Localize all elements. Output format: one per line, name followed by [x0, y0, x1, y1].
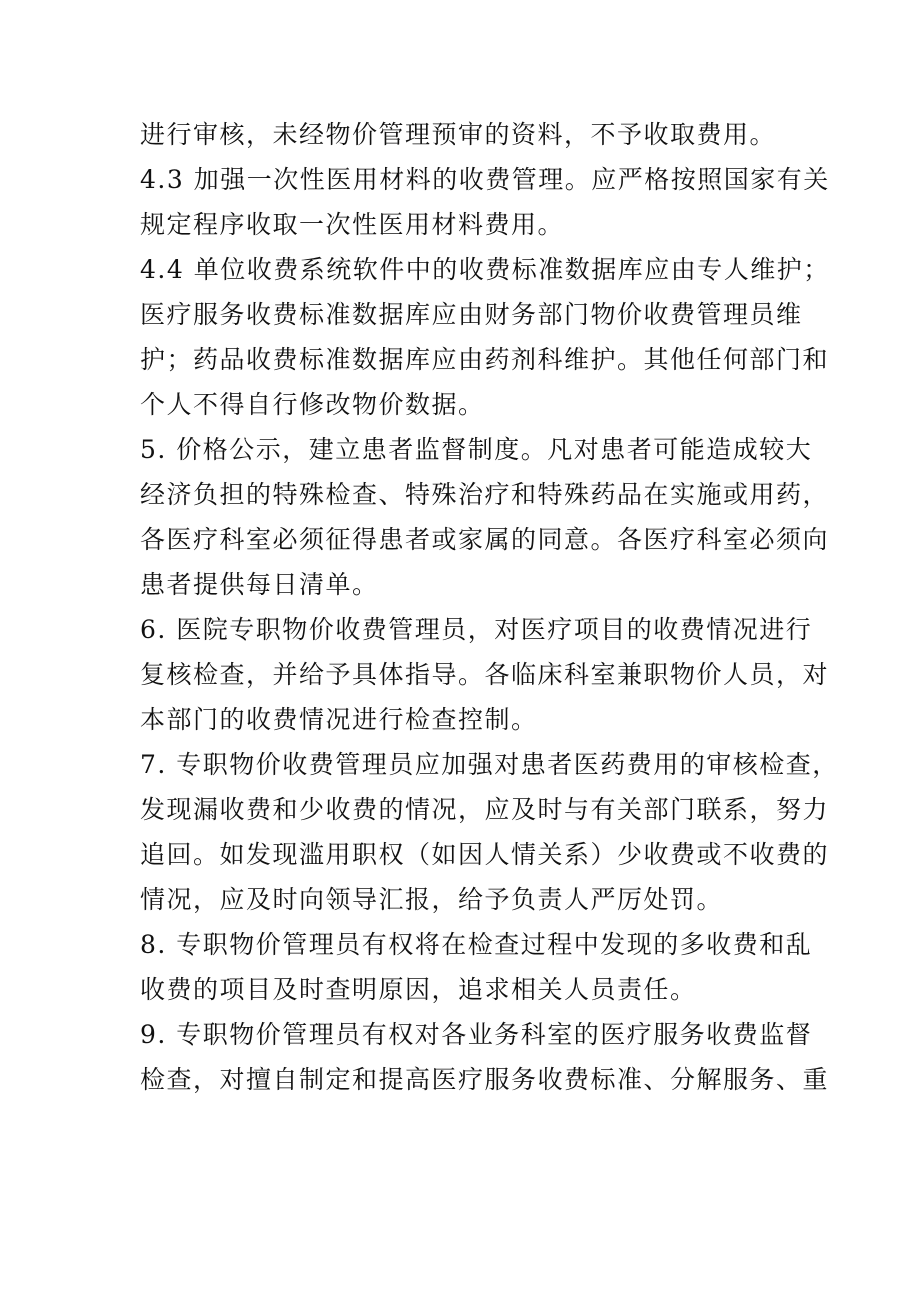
text-line: 8. 专职物价管理员有权将在检查过程中发现的多收费和乱: [140, 930, 813, 959]
text-line: 5. 价格公示，建立患者监督制度。凡对患者可能造成较大: [140, 435, 813, 464]
text-line: 9. 专职物价管理员有权对各业务科室的医疗服务收费监督: [140, 1020, 813, 1049]
text-line: 个人不得自行修改物价数据。: [140, 390, 485, 419]
document-body: [140, 112, 839, 1102]
text-line: 本部门的收费情况进行检查控制。: [140, 705, 538, 734]
text-line: 收费的项目及时查明原因，追求相关人员责任。: [140, 975, 697, 1004]
text-line: 4.4 单位收费系统软件中的收费标准数据库应由专人维护；: [140, 255, 830, 284]
text-line: 追回。如发现滥用职权（如因人情关系）少收费或不收费的: [140, 840, 830, 869]
text-line: 医疗服务收费标准数据库应由财务部门物价收费管理员维: [140, 300, 803, 329]
text-line: 发现漏收费和少收费的情况，应及时与有关部门联系，努力: [140, 795, 830, 824]
text-line: 护；药品收费标准数据库应由药剂科维护。其他任何部门和: [140, 345, 830, 374]
text-line: 情况，应及时向领导汇报，给予负责人严厉处罚。: [140, 885, 724, 914]
text-line: 检查，对擅自制定和提高医疗服务收费标准、分解服务、重: [140, 1065, 830, 1094]
text-line: 复核检查，并给予具体指导。各临床科室兼职物价人员，对: [140, 660, 830, 689]
text-line: 6. 医院专职物价收费管理员，对医疗项目的收费情况进行: [140, 615, 813, 644]
text-line: 患者提供每日清单。: [140, 570, 379, 599]
text-line: 规定程序收取一次性医用材料费用。: [140, 210, 565, 239]
text-line: 7. 专职物价收费管理员应加强对患者医药费用的审核检查，: [140, 750, 839, 779]
text-line: 各医疗科室必须征得患者或家属的同意。各医疗科室必须向: [140, 525, 830, 554]
text-line: 4.3 加强一次性医用材料的收费管理。应严格按照国家有关: [140, 165, 830, 194]
text-line: 经济负担的特殊检查、特殊治疗和特殊药品在实施或用药，: [140, 480, 830, 509]
text-line: 进行审核，未经物价管理预审的资料，不予收取费用。: [140, 120, 777, 149]
